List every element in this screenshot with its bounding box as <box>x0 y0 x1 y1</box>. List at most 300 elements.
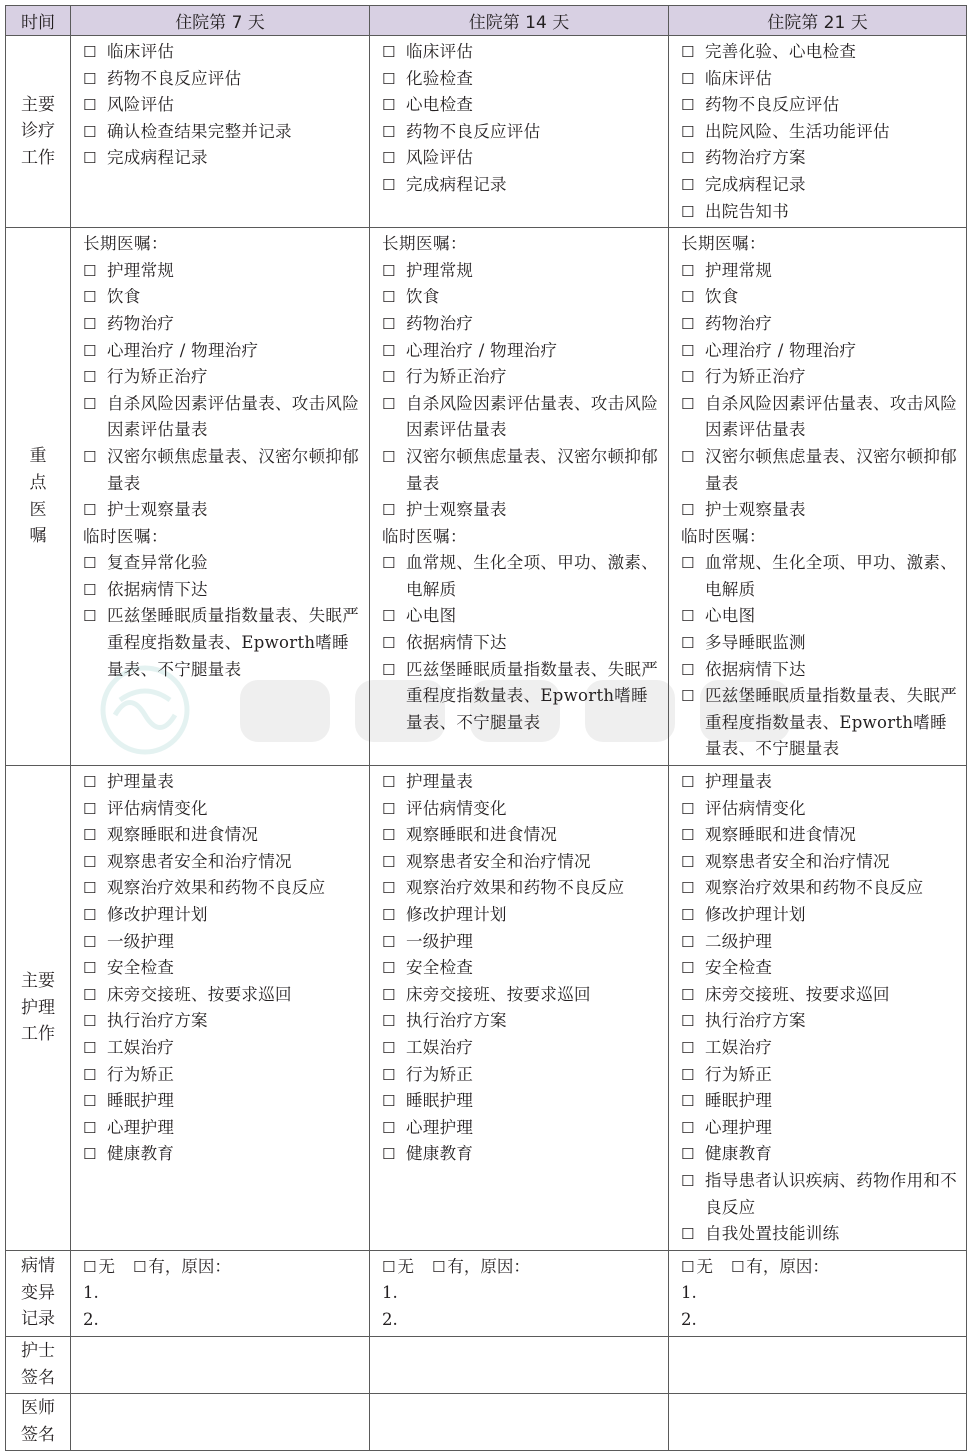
checkbox[interactable]: ☐ <box>83 932 97 951</box>
orders-day21 <box>669 228 967 766</box>
variation-day21 <box>669 1250 967 1336</box>
checklist-item-label: 修改护理计划 <box>107 905 208 924</box>
variation-reason-item2[interactable]: 2. <box>382 1309 398 1329</box>
no-checkbox[interactable]: ☐ <box>382 1257 396 1276</box>
checklist-item-label: 健康教育 <box>705 1144 773 1164</box>
checklist-item <box>681 657 960 684</box>
checklist-item-label: 药物不良反应评估 <box>406 121 541 141</box>
checklist-item <box>83 849 363 876</box>
checklist-item <box>382 769 662 796</box>
checkbox[interactable]: ☐ <box>382 826 396 845</box>
checklist-item <box>681 497 960 524</box>
checklist-item <box>681 1008 960 1035</box>
checkbox[interactable]: ☐ <box>681 985 695 1004</box>
checklist-item-label: 药物治疗方案 <box>705 148 806 168</box>
checklist-item-label: 行为矫正 <box>406 1064 474 1084</box>
checkbox[interactable]: ☐ <box>681 1065 695 1084</box>
checkbox[interactable]: ☐ <box>83 1118 97 1137</box>
checkbox[interactable]: ☐ <box>382 149 396 168</box>
checklist-item <box>382 550 662 603</box>
checklist-item-label: 工娱治疗 <box>406 1037 474 1057</box>
checklist-item-label: 行为矫正治疗 <box>705 367 806 387</box>
checkbox[interactable]: ☐ <box>83 1145 97 1164</box>
checklist-item <box>681 603 960 630</box>
checklist-item-label: 睡眠护理 <box>705 1091 773 1111</box>
checkbox[interactable]: ☐ <box>382 554 396 573</box>
checklist-item <box>681 1062 960 1089</box>
checkbox[interactable]: ☐ <box>83 43 97 61</box>
checkbox[interactable]: ☐ <box>382 1038 396 1057</box>
checklist-item <box>681 683 960 763</box>
header-row <box>6 6 967 36</box>
checkbox[interactable]: ☐ <box>681 149 695 168</box>
checklist-item-label: 依据病情下达 <box>107 579 208 599</box>
checkbox[interactable]: ☐ <box>83 906 97 924</box>
checkbox[interactable]: ☐ <box>382 368 396 387</box>
checkbox[interactable]: ☐ <box>382 660 396 679</box>
checkbox[interactable]: ☐ <box>681 1145 695 1164</box>
checklist-item <box>83 338 363 365</box>
checklist-item-label: 多导睡眠监测 <box>705 633 806 653</box>
checkbox[interactable]: ☐ <box>83 985 97 1004</box>
checkbox[interactable]: ☐ <box>83 341 97 360</box>
checkbox[interactable]: ☐ <box>681 879 695 898</box>
no-label: 无 <box>397 1256 414 1276</box>
checkbox[interactable]: ☐ <box>681 554 695 573</box>
checkbox[interactable]: ☐ <box>382 1092 396 1111</box>
checklist-item <box>681 391 960 444</box>
checklist-item <box>681 796 960 823</box>
yes-checkbox[interactable]: ☐ <box>132 1257 147 1276</box>
checklist-item-label: 血常规、生化全项、甲功、激素、电解质 <box>406 553 658 599</box>
checklist-item-label: 工娱治疗 <box>705 1037 773 1057</box>
checklist-item <box>681 39 960 66</box>
checkbox[interactable]: ☐ <box>681 501 695 520</box>
checklist-item <box>382 145 662 172</box>
checkbox[interactable]: ☐ <box>382 799 396 818</box>
checklist-item <box>83 929 363 956</box>
checkbox[interactable]: ☐ <box>681 906 695 924</box>
checklist-item <box>83 796 363 823</box>
label-text: 主要诊疗工作 <box>21 94 55 168</box>
checklist-item <box>382 364 662 391</box>
checklist-item-label: 观察睡眠和进食情况 <box>406 825 558 845</box>
checklist-item-label: 护理常规 <box>705 260 773 280</box>
checklist-item <box>382 1115 662 1142</box>
variation-day7 <box>71 1250 370 1336</box>
checklist-item-label: 匹兹堡睡眠质量指数量表、失眠严重程度指数量表、Epworth嗜睡量表、不宁腿量表 <box>107 606 359 679</box>
checklist-item-label: 心理治疗 / 物理治疗 <box>705 340 857 360</box>
label-text: 主要护理工作 <box>21 970 55 1045</box>
checklist-item-label: 安全检查 <box>107 958 175 978</box>
header-day14: 住院第 14 天 <box>370 6 669 36</box>
no-checkbox[interactable]: ☐ <box>83 1257 97 1276</box>
checklist-item <box>83 258 363 285</box>
nurse-sign-row <box>6 1336 967 1393</box>
checkbox[interactable]: ☐ <box>681 341 695 360</box>
header-day21: 住院第 21 天 <box>669 6 967 36</box>
checkbox[interactable]: ☐ <box>681 959 695 978</box>
checkbox[interactable]: ☐ <box>681 122 695 141</box>
checklist-item-label: 健康教育 <box>107 1144 175 1164</box>
checkbox[interactable]: ☐ <box>681 69 695 88</box>
checkbox[interactable]: ☐ <box>382 261 396 280</box>
checkbox[interactable]: ☐ <box>681 607 695 626</box>
checklist-item-label: 风险评估 <box>107 95 175 115</box>
checkbox[interactable]: ☐ <box>382 932 396 951</box>
checklist-item-label: 药物不良反应评估 <box>107 68 242 88</box>
checklist-item-label: 药物治疗 <box>406 313 474 333</box>
checklist-item <box>382 796 662 823</box>
checklist-item-label: 药物治疗 <box>107 313 175 333</box>
checklist-item-label: 匹兹堡睡眠质量指数量表、失眠严重程度指数量表、Epworth嗜睡量表、不宁腿量表 <box>705 686 957 759</box>
yes-checkbox[interactable]: ☐ <box>730 1257 745 1276</box>
checkbox[interactable]: ☐ <box>681 314 695 333</box>
checklist-item-label: 行为矫正 <box>705 1064 773 1084</box>
doctor-sign-day21[interactable] <box>669 1393 967 1450</box>
checkbox[interactable]: ☐ <box>382 879 396 898</box>
checklist-item <box>83 284 363 311</box>
checkbox[interactable]: ☐ <box>681 175 695 194</box>
checklist-item <box>382 172 662 199</box>
checklist-item <box>681 875 960 902</box>
checkbox[interactable]: ☐ <box>681 799 695 818</box>
checklist-item <box>83 39 363 66</box>
checklist-item-label: 复查异常化验 <box>107 553 208 573</box>
checkbox[interactable]: ☐ <box>681 773 695 792</box>
checklist-item-label: 心理治疗 / 物理治疗 <box>406 340 558 360</box>
checklist-item-label: 自杀风险因素评估量表、攻击风险因素评估量表 <box>406 393 658 440</box>
yes-reason-label: 有，原因： <box>148 1256 231 1276</box>
checkbox[interactable]: ☐ <box>83 1065 97 1084</box>
checklist-item-label: 观察患者安全和治疗情况 <box>107 851 292 871</box>
checkbox[interactable]: ☐ <box>83 96 97 115</box>
checkbox[interactable]: ☐ <box>83 773 97 792</box>
nurse-sign-day7[interactable] <box>71 1336 370 1393</box>
variation-reason-item2[interactable]: 2. <box>681 1309 697 1329</box>
checklist-item-label: 出院风险、生活功能评估 <box>705 121 890 141</box>
checklist-item <box>382 497 662 524</box>
checkbox[interactable]: ☐ <box>382 122 396 141</box>
checklist-item <box>83 1115 363 1142</box>
checkbox[interactable]: ☐ <box>681 288 695 307</box>
nursing-day14 <box>370 766 669 1251</box>
checkbox[interactable]: ☐ <box>681 932 695 951</box>
checklist-item <box>681 982 960 1009</box>
checklist-item <box>382 1062 662 1089</box>
checklist-item-label: 修改护理计划 <box>406 905 507 924</box>
checklist-item-label: 心理护理 <box>406 1117 474 1137</box>
checklist-item <box>681 311 960 338</box>
checkbox[interactable]: ☐ <box>681 394 695 413</box>
checklist-item-label: 护理常规 <box>406 260 474 280</box>
checklist-item <box>83 391 363 444</box>
checkbox[interactable]: ☐ <box>382 959 396 978</box>
checklist-item <box>681 955 960 982</box>
checklist-item-label: 心电图 <box>705 606 756 626</box>
checklist-item <box>681 550 960 603</box>
checklist-item <box>681 1141 960 1168</box>
checklist-item <box>83 311 363 338</box>
checklist-item-label: 心理治疗 / 物理治疗 <box>107 340 259 360</box>
checklist-item-label: 完善化验、心电检查 <box>705 42 857 61</box>
doctor-sign-day14[interactable] <box>370 1393 669 1450</box>
checklist-item <box>83 769 363 796</box>
variation-reason-item1[interactable]: 1. <box>681 1283 697 1303</box>
nurse-sign-day21[interactable] <box>669 1336 967 1393</box>
checklist-item <box>382 630 662 657</box>
checklist-item-label: 观察睡眠和进食情况 <box>107 825 259 845</box>
checklist-item-label: 饮食 <box>107 287 141 307</box>
checkbox[interactable]: ☐ <box>681 1012 695 1031</box>
checkbox[interactable]: ☐ <box>681 687 695 706</box>
checklist-item <box>83 550 363 577</box>
checkbox[interactable]: ☐ <box>681 368 695 387</box>
checklist-item <box>382 849 662 876</box>
checkbox[interactable]: ☐ <box>382 69 396 88</box>
checklist-item-label: 饮食 <box>705 287 739 307</box>
checklist-item-label: 一级护理 <box>107 931 175 951</box>
checklist-item-label: 完成病程记录 <box>406 174 507 194</box>
checkbox[interactable]: ☐ <box>83 69 97 88</box>
orders-day14 <box>370 228 669 766</box>
variation-reason-item2[interactable]: 2. <box>83 1309 99 1329</box>
checkbox[interactable]: ☐ <box>382 175 396 194</box>
checkbox[interactable]: ☐ <box>83 826 97 845</box>
checklist-item <box>382 119 662 146</box>
checkbox[interactable]: ☐ <box>83 1038 97 1057</box>
checkbox[interactable]: ☐ <box>681 1171 695 1190</box>
checklist-item-label: 确认检查结果完整并记录 <box>107 121 292 141</box>
checklist-item-label: 汉密尔顿焦虑量表、汉密尔顿抑郁量表 <box>107 446 359 493</box>
checkbox[interactable]: ☐ <box>83 879 97 898</box>
checklist-item <box>681 145 960 172</box>
checklist-item <box>83 875 363 902</box>
checkbox[interactable]: ☐ <box>83 607 97 626</box>
checklist-item-label: 评估病情变化 <box>406 798 507 818</box>
checklist-item-label: 出院告知书 <box>705 201 789 221</box>
diagnosis-day14 <box>370 36 669 228</box>
checklist-item-label: 化验检查 <box>406 68 474 88</box>
checkbox[interactable]: ☐ <box>83 368 97 387</box>
checklist-item <box>681 1088 960 1115</box>
checkbox[interactable]: ☐ <box>382 1012 396 1031</box>
checklist-item-label: 风险评估 <box>406 148 474 168</box>
checklist-item-label: 修改护理计划 <box>705 905 806 924</box>
yes-reason-label: 有，原因： <box>447 1256 530 1276</box>
checklist-item-label: 安全检查 <box>705 958 773 978</box>
checklist-item-label: 执行治疗方案 <box>406 1011 507 1031</box>
orders-day7 <box>71 228 370 766</box>
checklist-item-label: 血常规、生化全项、甲功、激素、电解质 <box>705 553 957 599</box>
checklist-item <box>681 902 960 929</box>
checkbox[interactable]: ☐ <box>83 149 97 168</box>
diagnosis-day7 <box>71 36 370 228</box>
checklist-item <box>681 119 960 146</box>
checkbox[interactable]: ☐ <box>681 202 695 221</box>
checkbox[interactable]: ☐ <box>382 501 396 520</box>
checklist-item-label: 床旁交接班、按要求巡回 <box>406 984 591 1004</box>
checkbox[interactable]: ☐ <box>382 43 396 61</box>
checklist-item-label: 健康教育 <box>406 1144 474 1164</box>
checkbox[interactable]: ☐ <box>382 985 396 1004</box>
checkbox[interactable]: ☐ <box>681 1092 695 1111</box>
checklist-item <box>83 822 363 849</box>
checkbox[interactable]: ☐ <box>681 852 695 871</box>
checkbox[interactable]: ☐ <box>83 799 97 818</box>
variation-reason-item1[interactable]: 1. <box>382 1283 398 1303</box>
checkbox[interactable]: ☐ <box>382 906 396 924</box>
nurse-sign-day14[interactable] <box>370 1336 669 1393</box>
checklist-item-label: 观察治疗效果和药物不良反应 <box>107 878 326 898</box>
checklist-item-label: 二级护理 <box>705 931 773 951</box>
checklist-item-label: 护理量表 <box>406 772 474 792</box>
checklist-item-label: 心理护理 <box>107 1117 175 1137</box>
row-label-diagnosis <box>6 36 71 228</box>
checklist-item <box>382 311 662 338</box>
checklist-item-label: 自杀风险因素评估量表、攻击风险因素评估量表 <box>107 393 359 440</box>
checklist-item <box>83 955 363 982</box>
checkbox[interactable]: ☐ <box>83 314 97 333</box>
checkbox[interactable]: ☐ <box>382 607 396 626</box>
checkbox[interactable]: ☐ <box>382 447 396 466</box>
no-label: 无 <box>696 1256 713 1276</box>
checklist-item <box>83 145 363 172</box>
checkbox[interactable]: ☐ <box>382 852 396 871</box>
checklist-item-label: 匹兹堡睡眠质量指数量表、失眠严重程度指数量表、Epworth嗜睡量表、不宁腿量表 <box>406 659 658 732</box>
checklist-item-label: 护士观察量表 <box>406 500 507 520</box>
checkbox[interactable]: ☐ <box>382 341 396 360</box>
checkbox[interactable]: ☐ <box>382 1145 396 1164</box>
checklist-item-label: 依据病情下达 <box>406 633 507 653</box>
checkbox[interactable]: ☐ <box>83 959 97 978</box>
checklist-item <box>382 1008 662 1035</box>
yes-checkbox[interactable]: ☐ <box>431 1257 446 1276</box>
variation-row <box>6 1250 967 1336</box>
checklist-item <box>382 603 662 630</box>
long-term-orders-heading: 长期医嘱： <box>382 234 467 254</box>
checklist-item <box>382 902 662 929</box>
orders-row <box>6 228 967 766</box>
label-text: 重点医嘱 <box>29 446 47 547</box>
temporary-orders-heading: 临时医嘱： <box>83 526 168 546</box>
checklist-item-label: 观察治疗效果和药物不良反应 <box>406 878 625 898</box>
checklist-item <box>83 1008 363 1035</box>
checklist-item <box>382 66 662 93</box>
checklist-item-label: 心理护理 <box>705 1117 773 1137</box>
checklist-item <box>382 338 662 365</box>
header-day7: 住院第 7 天 <box>71 6 370 36</box>
checklist-item <box>83 66 363 93</box>
checklist-item <box>681 769 960 796</box>
checkbox[interactable]: ☐ <box>83 580 97 599</box>
checklist-item <box>681 66 960 93</box>
checkbox[interactable]: ☐ <box>83 852 97 871</box>
checkbox[interactable]: ☐ <box>681 447 695 466</box>
checklist-item-label: 行为矫正治疗 <box>107 367 208 387</box>
checkbox[interactable]: ☐ <box>83 394 97 413</box>
row-label-nurse-sign <box>6 1336 71 1393</box>
checkbox[interactable]: ☐ <box>382 96 396 115</box>
variation-day14 <box>370 1250 669 1336</box>
long-term-orders-heading: 长期医嘱： <box>83 234 168 254</box>
checkbox[interactable]: ☐ <box>83 447 97 466</box>
checkbox[interactable]: ☐ <box>382 634 396 653</box>
checklist-item <box>681 338 960 365</box>
long-term-orders-heading: 长期医嘱： <box>681 234 766 254</box>
checkbox[interactable]: ☐ <box>83 261 97 280</box>
checkbox[interactable]: ☐ <box>681 261 695 280</box>
checkbox[interactable]: ☐ <box>382 1118 396 1137</box>
checklist-item <box>681 1115 960 1142</box>
checklist-item-label: 安全检查 <box>406 958 474 978</box>
checklist-item <box>83 1088 363 1115</box>
checkbox[interactable]: ☐ <box>382 1065 396 1084</box>
checkbox[interactable]: ☐ <box>681 660 695 679</box>
checklist-item-label: 一级护理 <box>406 931 474 951</box>
checklist-item <box>681 1168 960 1221</box>
checklist-item <box>681 92 960 119</box>
checklist-item-label: 护理常规 <box>107 260 175 280</box>
checklist-item <box>382 92 662 119</box>
checkbox[interactable]: ☐ <box>83 288 97 307</box>
checkbox[interactable]: ☐ <box>83 554 97 573</box>
variation-reason-item1[interactable]: 1. <box>83 1283 99 1303</box>
checklist-item <box>681 444 960 497</box>
checkbox[interactable]: ☐ <box>382 314 396 333</box>
no-checkbox[interactable]: ☐ <box>681 1257 695 1276</box>
checklist-item-label: 完成病程记录 <box>107 148 208 168</box>
checklist-item <box>681 849 960 876</box>
checklist-item <box>382 258 662 285</box>
checklist-item <box>83 364 363 391</box>
checkbox[interactable]: ☐ <box>83 501 97 520</box>
checklist-item <box>681 1221 960 1248</box>
checklist-item <box>83 1062 363 1089</box>
checkbox[interactable]: ☐ <box>681 96 695 115</box>
checklist-item <box>83 603 363 683</box>
checklist-item-label: 行为矫正治疗 <box>406 367 507 387</box>
checkbox[interactable]: ☐ <box>382 773 396 792</box>
checkbox[interactable]: ☐ <box>681 1038 695 1057</box>
checklist-item-label: 执行治疗方案 <box>107 1011 208 1031</box>
checkbox[interactable]: ☐ <box>681 1118 695 1137</box>
checklist-item-label: 汉密尔顿焦虑量表、汉密尔顿抑郁量表 <box>406 446 658 493</box>
checkbox[interactable]: ☐ <box>681 1225 695 1244</box>
checkbox[interactable]: ☐ <box>681 634 695 653</box>
checkbox[interactable]: ☐ <box>83 1012 97 1031</box>
checklist-item <box>83 982 363 1009</box>
row-label-variation <box>6 1250 71 1336</box>
checkbox[interactable]: ☐ <box>83 1092 97 1111</box>
temporary-orders-heading: 临时医嘱： <box>681 526 766 546</box>
yes-reason-label: 有，原因： <box>746 1256 829 1276</box>
doctor-sign-row <box>6 1393 967 1450</box>
checklist-item-label: 行为矫正 <box>107 1064 175 1084</box>
checkbox[interactable]: ☐ <box>83 122 97 141</box>
doctor-sign-day7[interactable] <box>71 1393 370 1450</box>
checklist-item <box>382 39 662 66</box>
row-label-orders <box>6 228 71 766</box>
label-text: 病情变异记录 <box>21 1256 55 1330</box>
checklist-item <box>681 199 960 226</box>
checkbox[interactable]: ☐ <box>681 826 695 845</box>
checkbox[interactable]: ☐ <box>681 43 695 61</box>
checklist-item <box>681 822 960 849</box>
checkbox[interactable]: ☐ <box>382 288 396 307</box>
checkbox[interactable]: ☐ <box>382 394 396 413</box>
checklist-item <box>83 577 363 604</box>
